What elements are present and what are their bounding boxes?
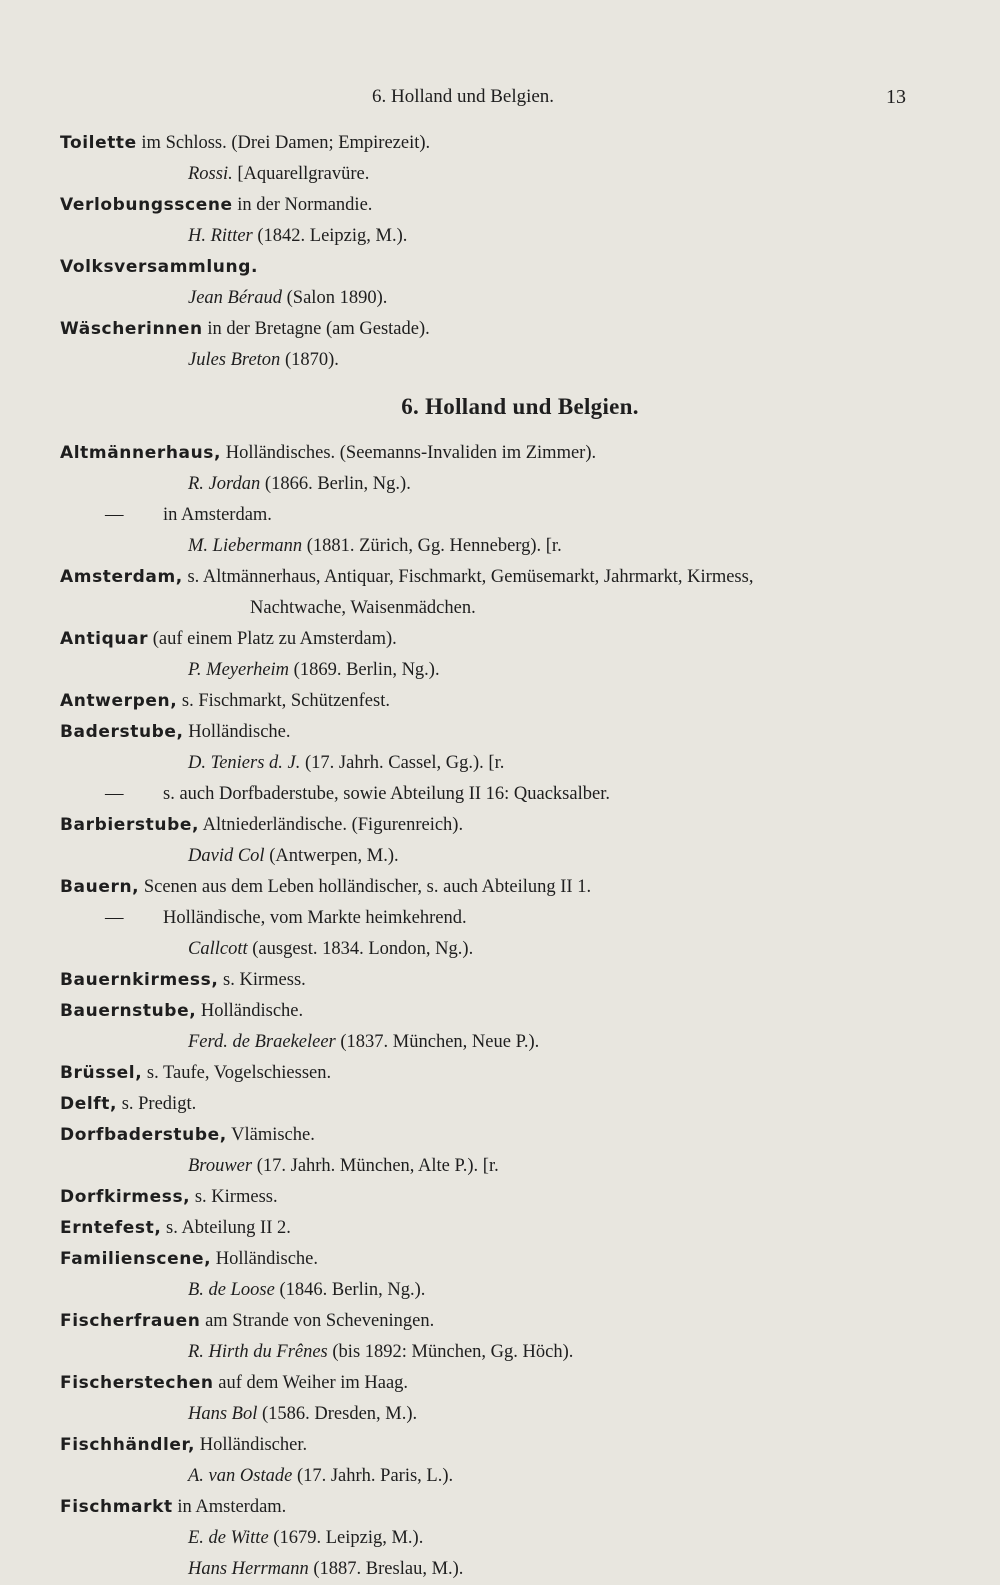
entry-term: Erntefest, (60, 1218, 162, 1238)
entry-text: in der Bretagne (am Gestade). (202, 319, 430, 339)
reference-text: (Antwerpen, M.). (264, 846, 399, 866)
index-entry (0, 1430, 1000, 1492)
entry-text: Scenen aus dem Leben holländischer, s. auch Abteilung II 1. (139, 877, 592, 897)
artist-name: Hans Herrmann (188, 1559, 309, 1579)
section-heading: 6. Holland und Belgien. (401, 394, 639, 419)
artist-name: Callcott (188, 939, 248, 959)
reference-text: (1866. Berlin, Ng.). (260, 474, 411, 494)
index-entry (0, 810, 1000, 872)
index-entry (0, 1306, 1000, 1368)
reference-text: (1887. Breslau, M.). (308, 1559, 464, 1579)
ditto-dash: — (105, 784, 124, 804)
index-entry (0, 1182, 1000, 1213)
index-entry (0, 1244, 1000, 1306)
index-entry (0, 562, 1000, 624)
entry-term: Dorfkirmess, (60, 1187, 191, 1207)
index-subentry (0, 903, 1000, 965)
artist-name: D. Teniers d. J. (188, 753, 301, 773)
entry-term: Antwerpen, (60, 691, 178, 711)
entry-text: s. Altmännerhaus, Antiquar, Fischmarkt, Gemüsemarkt, Jahrmarkt, Kirmess, (182, 567, 754, 587)
artist-name: R. Jordan (188, 474, 261, 494)
running-title: 6. Holland und Belgien. (372, 86, 555, 107)
index-entry (0, 1058, 1000, 1089)
artist-name: Jules Breton (188, 350, 281, 370)
index-entry (0, 252, 1000, 314)
entry-term: Fischhändler, (60, 1435, 196, 1455)
reference-text: (17. Jahrh. Paris, L.). (292, 1466, 454, 1486)
entry-term: Verlobungsscene (60, 195, 233, 215)
entry-text: Vlämische. (226, 1125, 315, 1145)
index-entry (0, 717, 1000, 779)
ditto-dash: — (105, 908, 124, 928)
entry-continuation: Nachtwache, Waisenmädchen. (250, 598, 476, 618)
entry-text: am Strande von Scheveningen. (200, 1311, 435, 1331)
index-entry (0, 872, 1000, 903)
artist-name: David Col (188, 846, 265, 866)
entry-term: Dorfbaderstube, (60, 1125, 227, 1145)
entry-text: (auf einem Platz zu Amsterdam). (148, 629, 397, 649)
entry-term: Toilette (60, 133, 137, 153)
running-header (0, 86, 1000, 112)
entry-text: Holländische, vom Markte heimkehrend. (163, 908, 467, 928)
index-entry (0, 686, 1000, 717)
index-entry (0, 190, 1000, 252)
reference-text: (bis 1892: München, Gg. Höch). (327, 1342, 574, 1362)
index-entry (0, 624, 1000, 686)
index-entry (0, 996, 1000, 1058)
index-entry (0, 438, 1000, 500)
entry-text: in Amsterdam. (172, 1497, 287, 1517)
entry-text: s. Fischmarkt, Schützenfest. (177, 691, 390, 711)
entry-term: Familienscene, (60, 1249, 212, 1269)
entry-term: Baderstube, (60, 722, 184, 742)
entry-term: Wäscherinnen (60, 319, 203, 339)
entry-text: in Amsterdam. (163, 505, 272, 525)
entry-text: Altniederländische. (Figurenreich). (199, 815, 464, 835)
entry-term: Fischerfrauen (60, 1311, 201, 1331)
reference-text: (1842. Leipzig, M.). (252, 226, 408, 246)
reference-text: (ausgest. 1834. London, Ng.). (247, 939, 474, 959)
page-body (0, 128, 1000, 1585)
index-entry (0, 1120, 1000, 1182)
entry-term: Antiquar (60, 629, 149, 649)
entry-text: Holländischer. (195, 1435, 308, 1455)
entry-term: Fischerstechen (60, 1373, 214, 1393)
artist-name: Brouwer (188, 1156, 253, 1176)
reference-text: (1846. Berlin, Ng.). (274, 1280, 426, 1300)
entry-term: Fischmarkt (60, 1497, 173, 1517)
entry-text: Holländische. (211, 1249, 319, 1269)
reference-text: [Aquarellgravüre. (232, 164, 370, 184)
entry-term: Volksversammlung. (60, 257, 259, 277)
entry-term: Delft, (60, 1094, 118, 1114)
artist-name: A. van Ostade (188, 1466, 293, 1486)
index-entry (0, 1089, 1000, 1120)
entry-text: s. Predigt. (117, 1094, 197, 1114)
index-subentry (0, 500, 1000, 562)
reference-text: (1837. München, Neue P.). (335, 1032, 540, 1052)
entry-term: Brüssel, (60, 1063, 143, 1083)
entry-text: auf dem Weiher im Haag. (213, 1373, 409, 1393)
entry-term: Amsterdam, (60, 567, 183, 587)
reference-text: (1881. Zürich, Gg. Henneberg). [r. (302, 536, 562, 556)
index-entry (0, 1213, 1000, 1244)
reference-text: (1679. Leipzig, M.). (268, 1528, 424, 1548)
artist-name: E. de Witte (188, 1528, 269, 1548)
index-entry (0, 1368, 1000, 1430)
artist-name: B. de Loose (188, 1280, 275, 1300)
entry-text: s. Kirmess. (190, 1187, 278, 1207)
artist-name: P. Meyerheim (188, 660, 290, 680)
entry-text: s. auch Dorfbaderstube, sowie Abteilung II 16: Quacksalber. (163, 784, 610, 804)
reference-text: (17. Jahrh. München, Alte P.). [r. (252, 1156, 499, 1176)
index-subentry (0, 779, 1000, 810)
entry-text: Holländische. (183, 722, 291, 742)
entry-term: Barbierstube, (60, 815, 200, 835)
artist-name: Rossi. (188, 164, 233, 184)
index-entry (0, 965, 1000, 996)
reference-text: (1586. Dresden, M.). (257, 1404, 418, 1424)
artist-name: M. Liebermann (188, 536, 303, 556)
entry-text: Holländische. (196, 1001, 304, 1021)
index-entry (0, 314, 1000, 376)
ditto-dash: — (105, 505, 124, 525)
entry-text: s. Kirmess. (218, 970, 306, 990)
entry-term: Bauern, (60, 877, 140, 897)
entry-text: Holländisches. (Seemanns-Invaliden im Zimmer). (221, 443, 597, 463)
artist-name: R. Hirth du Frênes (188, 1342, 328, 1362)
reference-text: (1870). (280, 350, 339, 370)
entry-text: im Schloss. (Drei Damen; Empirezeit). (136, 133, 431, 153)
reference-text: (Salon 1890). (282, 288, 388, 308)
entry-term: Bauernstube, (60, 1001, 197, 1021)
reference-text: (1869. Berlin, Ng.). (289, 660, 440, 680)
page-number: 13 (886, 86, 906, 108)
entry-term: Altmännerhaus, (60, 443, 222, 463)
index-entry (0, 128, 1000, 190)
reference-text: (17. Jahrh. Cassel, Gg.). [r. (300, 753, 505, 773)
entry-text: s. Abteilung II 2. (161, 1218, 291, 1238)
entry-text: s. Taufe, Vogelschiessen. (142, 1063, 332, 1083)
artist-name: H. Ritter (188, 226, 253, 246)
index-entry (0, 1492, 1000, 1585)
artist-name: Hans Bol (188, 1404, 258, 1424)
artist-name: Ferd. de Braekeleer (188, 1032, 336, 1052)
entry-text: in der Normandie. (232, 195, 373, 215)
artist-name: Jean Béraud (188, 288, 283, 308)
entry-term: Bauernkirmess, (60, 970, 219, 990)
